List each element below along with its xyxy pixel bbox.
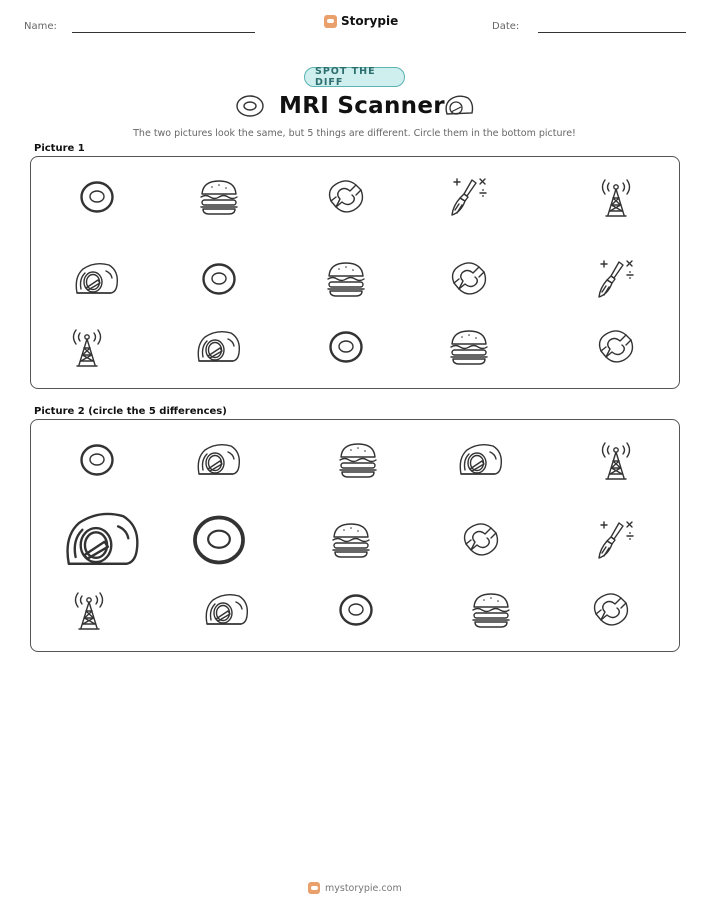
brush-math-icon — [594, 256, 638, 302]
donut-icon[interactable] — [336, 590, 376, 630]
burger-icon[interactable] — [469, 590, 513, 630]
picture2-label: Picture 2 (circle the 5 differences) — [34, 406, 227, 417]
donut-icon — [199, 259, 239, 299]
name-label: Name: — [24, 21, 57, 32]
scanner-icon — [73, 259, 121, 299]
storypie-logo-icon — [324, 15, 337, 28]
magnet-icon[interactable] — [591, 590, 631, 630]
magnet-icon — [326, 177, 366, 217]
burger-icon — [324, 259, 368, 299]
date-field[interactable] — [538, 32, 686, 33]
footer — [308, 882, 402, 894]
page-title: MRI Scanner — [279, 93, 445, 119]
scanner-icon[interactable] — [195, 440, 243, 480]
spot-the-diff-badge: SPOT THE DIFF — [304, 67, 405, 87]
scanner-icon — [195, 327, 243, 367]
burger-icon — [447, 327, 491, 367]
scanner-icon[interactable] — [457, 440, 505, 480]
magnet-icon — [449, 259, 489, 299]
instructions: The two pictures look the same, but 5 things are different. Circle them in the bottom picture! — [133, 128, 576, 139]
name-field[interactable] — [72, 32, 255, 33]
burger-icon[interactable] — [329, 520, 373, 560]
picture2-panel[interactable] — [30, 419, 680, 652]
title-scanner-icon — [443, 94, 475, 122]
magnet-icon[interactable] — [461, 520, 501, 560]
magnet-icon — [596, 327, 636, 367]
antenna-tower-icon[interactable] — [69, 588, 109, 632]
antenna-tower-icon[interactable] — [596, 438, 636, 482]
burger-icon — [197, 177, 241, 217]
storypie-logo-icon — [308, 882, 320, 894]
brand-name: Storypie — [341, 14, 399, 28]
brand-logo — [324, 14, 398, 28]
scanner-icon[interactable] — [62, 506, 144, 574]
donut-icon — [77, 177, 117, 217]
brush-math-icon — [447, 174, 491, 220]
donut-icon[interactable] — [77, 440, 117, 480]
date-label: Date: — [492, 21, 520, 32]
donut-icon[interactable] — [188, 509, 250, 571]
donut-icon — [326, 327, 366, 367]
antenna-tower-icon — [596, 175, 636, 219]
picture1-panel — [30, 156, 680, 389]
footer-site: mystorypie.com — [325, 882, 402, 894]
antenna-tower-icon — [67, 325, 107, 369]
title-donut-icon — [235, 94, 265, 122]
scanner-icon[interactable] — [203, 590, 251, 630]
picture1-label: Picture 1 — [34, 143, 85, 154]
brush-math-icon[interactable] — [594, 517, 638, 563]
burger-icon[interactable] — [336, 440, 380, 480]
